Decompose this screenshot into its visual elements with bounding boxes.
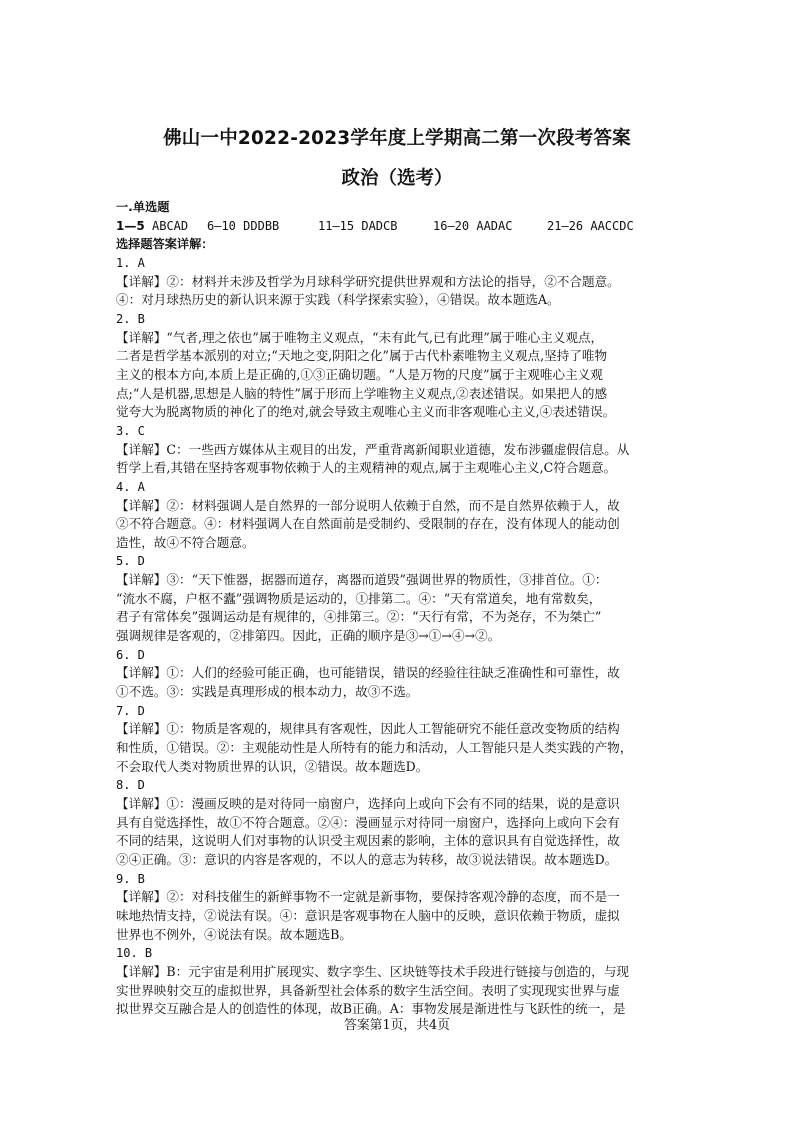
explanation-line: 【详解】①：人们的经验可能正确，也可能错误，错误的经验往往缺乏准确性和可靠性，故 xyxy=(116,665,620,681)
explanation-item xyxy=(116,478,692,553)
document-subtitle: 政治（选考） xyxy=(341,168,453,189)
section-heading: 一.单选题 xyxy=(116,200,170,214)
answer-range: 11—15 xyxy=(318,218,355,233)
explanation-line: 【详解】②：对科技催生的新鲜事物不一定就是新事物，要保持客观冷静的态度，而不是一 xyxy=(116,889,620,905)
explanation-item xyxy=(116,944,692,1019)
question-number: 4. A xyxy=(116,479,145,494)
explanation-line: 【详解】①：漫画反映的是对待同一扇窗户，选择向上或向下会有不同的结果，说的是意识 xyxy=(116,796,620,811)
explanation-line: 君子有常体矣”强调运动是有规律的，④排第三。②：“天行有常，不为尧存，不为桀亡” xyxy=(116,609,602,625)
explanation-item xyxy=(116,702,692,777)
explanation-line: 具有自觉选择性，故①不符合题意。②④：漫画显示对待同一扇窗户，选择向上或向下会有 xyxy=(116,814,620,830)
question-number: 9. B xyxy=(116,871,145,886)
explanation-line: 【详解】②：材料并未涉及哲学为月球科学研究提供世界观和方法论的指导，②不合题意。 xyxy=(116,273,620,289)
explanation-line: 【详解】③：“天下惟器，据器而道存，离器而道毁”强调世界的物质性，③排首位。①： xyxy=(116,572,608,588)
explanation-item xyxy=(116,310,692,422)
answer-letters: AADAC xyxy=(476,218,513,233)
explanation-line: 味地热情支持，②说法有误。④：意识是客观事物在人脑中的反映，意识依赖于物质，虚拟 xyxy=(116,907,620,923)
explanation-item xyxy=(116,870,692,945)
page-footer: 答案第1页，共4页 xyxy=(344,1018,450,1033)
explanation-line: 拟世界交互融合是人的创造性的体现，故B正确。A：事物发展是渐进性与飞跃性的统一，是 xyxy=(116,1001,626,1017)
explanation-line: 【详解】B：元宇宙是利用扩展现实、数字孪生、区块链等技术手段进行链接与创造的，与现 xyxy=(116,963,630,979)
explanation-item xyxy=(116,254,692,310)
explanation-line: ①不选。③：实践是真理形成的根本动力，故③不选。 xyxy=(116,684,419,700)
explanation-line: 世界也不例外，④说法有误。故本题选B。 xyxy=(116,926,352,942)
explanation-line: 强调规律是客观的，②排第四。因此，正确的顺序是③→①→④→②。 xyxy=(116,628,501,644)
explanation-line: 主义的根本方向,本质上是正确的,①③正确切题。“人是万物的尺度”属于主观唯心主义观 xyxy=(116,366,603,382)
question-number: 7. D xyxy=(116,703,145,718)
answer-group xyxy=(318,217,433,236)
explanation-line: 不会取代人类对物质世界的认识，②错误。故本题选D。 xyxy=(116,758,429,774)
answer-group xyxy=(433,217,547,236)
explanation-line: 【详解】C：一些西方媒体从主观目的出发，严重背离新闻职业道德，发布涉疆虚假信息。从 xyxy=(116,441,630,457)
answer-key-row xyxy=(116,217,692,236)
explanation-line: ②④正确。③：意识的内容是客观的，不以人的意志为转移，故③说法错误。故本题选D。 xyxy=(116,851,618,867)
answer-group xyxy=(207,217,318,236)
question-number: 8. D xyxy=(116,778,145,793)
document-title: 佛山一中2022-2023学年度上学期高二第一次段考答案 xyxy=(163,128,631,149)
answer-letters: ABCAD xyxy=(152,218,189,233)
explanation-item xyxy=(116,776,692,869)
explanation-line: 觉夸大为脱离物质的神化了的绝对,就会导致主观唯心主义而非客观唯心主义,④表述错误。 xyxy=(116,404,616,420)
explanation-line: 实世界映射交互的虚拟世界，具备新型社会体系的数字生活空间。表明了实现现实世界与虚 xyxy=(116,982,620,998)
explanation-item xyxy=(116,646,692,702)
explanation-line: 造性，故④不符合题意。 xyxy=(116,534,255,550)
answer-letters: DDDBB xyxy=(243,218,280,233)
explanation-line: 哲学上看,其错在坚持客观事物依赖于人的主观精神的观点,属于主观唯心主义,C符合题意。 xyxy=(116,460,617,476)
explanation-line: 不同的结果，这说明人们对事物的认识受主观因素的影响，主体的意识具有自觉选择性，故 xyxy=(116,833,620,849)
explanation-line: 和性质，①错误。②：主观能动性是人所特有的能力和活动，人工智能只是人类实践的产物， xyxy=(116,740,633,756)
question-number: 5. D xyxy=(116,554,145,569)
explanation-line: 【详解】②：材料强调人是自然界的一部分说明人依赖于自然，而不是自然界依赖于人，故 xyxy=(116,497,620,513)
question-number: 2. B xyxy=(116,311,145,326)
answer-range: 1—5 xyxy=(116,218,145,233)
explanation-line: 点;“人是机器,思想是人脑的特性”属于形而上学唯物主义观点,②表述错误。如果把人的感 xyxy=(116,385,608,401)
explanation-item xyxy=(116,552,692,645)
answer-letters: AACCDC xyxy=(590,218,634,233)
question-number: 6. D xyxy=(116,647,145,662)
answer-letters: DADCB xyxy=(361,218,398,233)
question-number: 10. B xyxy=(116,946,153,961)
answer-range: 21—26 xyxy=(547,218,584,233)
explanation-line: ②不符合题意。④：材料强调人在自然面前是受制约、受限制的存在，没有体现人的能动创 xyxy=(116,516,620,532)
question-number: 3. C xyxy=(116,423,145,438)
explanation-line: ④：对月球热历史的新认识来源于实践（科学探索实验），④错误。故本题选A。 xyxy=(116,292,560,308)
explanation-line: 【详解】“气者,理之依也”属于唯物主义观点，“未有此气,已有此理”属于唯心主义观点， xyxy=(116,329,604,345)
details-heading: 选择题答案详解： xyxy=(116,237,214,252)
explanation-item xyxy=(116,422,692,478)
explanation-line: 【详解】①：物质是客观的，规律具有客观性，因此人工智能研究不能任意改变物质的结构 xyxy=(116,721,620,737)
question-number: 1. A xyxy=(116,255,145,270)
content-body xyxy=(116,198,692,1019)
explanation-line: “流水不腐，户枢不蠹”强调物质是运动的，①排第二。④：“天有常道矣，地有常数矣， xyxy=(116,590,602,606)
answer-group xyxy=(547,217,677,236)
answer-range: 16—20 xyxy=(433,218,470,233)
answer-range: 6—10 xyxy=(207,218,236,233)
explanation-list xyxy=(116,254,692,1019)
explanation-line: 二者是哲学基本派别的对立;“天地之变,阴阳之化”属于古代朴素唯物主义观点,坚持了唯物 xyxy=(116,348,608,364)
